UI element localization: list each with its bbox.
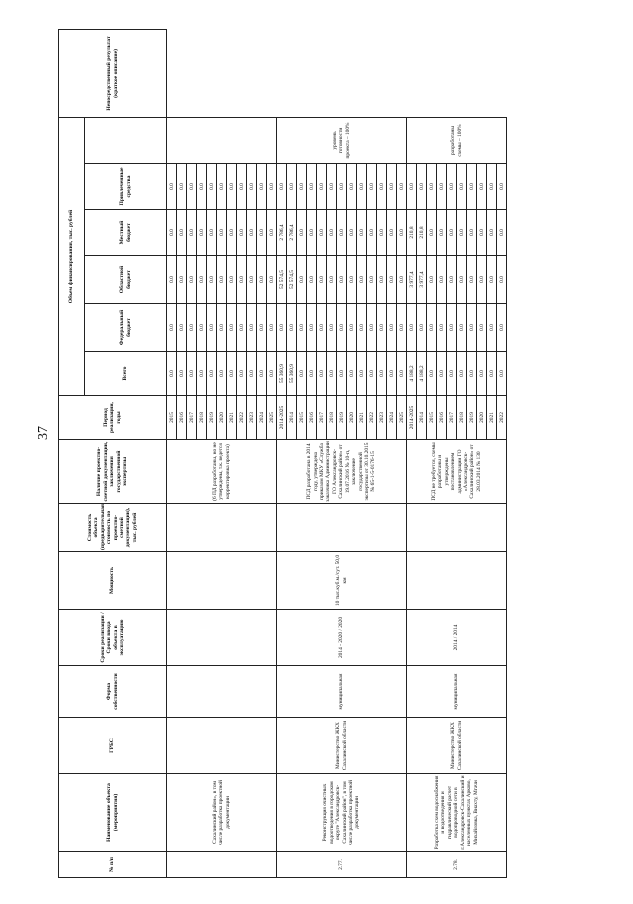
cell-total: 0.0 — [227, 352, 237, 396]
cell-regional: 0.0 — [477, 256, 487, 304]
cell-total: 0.0 — [357, 352, 367, 396]
header-attracted: Привлеченные средства — [85, 164, 167, 210]
cell-result — [167, 117, 277, 163]
cell-federal: 0.0 — [447, 304, 457, 352]
cell-federal: 0.0 — [357, 304, 367, 352]
cell-period: 2020 — [347, 396, 357, 440]
cell-total: 0.0 — [237, 352, 247, 396]
cell-local: 0.0 — [177, 210, 187, 256]
cell-total: 0.0 — [467, 352, 477, 396]
header-funding: Объем финансирования, тыс. рублей — [59, 117, 85, 395]
cell-federal: 0.0 — [307, 304, 317, 352]
cell-period: 2025 — [397, 396, 407, 440]
cell-attracted: 0.0 — [347, 164, 357, 210]
cell-total: 0.0 — [207, 352, 217, 396]
cell-period: 2019 — [337, 396, 347, 440]
cell-regional: 0.0 — [247, 256, 257, 304]
program-table — [58, 29, 507, 878]
cell-total: 0.0 — [267, 352, 277, 396]
cell-name: Разработка схем водоснабжения и водоотведения и гидравлический расчет водопроводной сети в г.Александровск-Сахалинский и населенных пунктах Арково, Михайловка, Виахту, Мгачи — [407, 774, 507, 852]
cell-total: 0.0 — [247, 352, 257, 396]
cell-federal: 0.0 — [207, 304, 217, 352]
cell-federal: 0.0 — [337, 304, 347, 352]
cell-attracted: 0.0 — [337, 164, 347, 210]
cell-regional: 52 574,5 — [287, 256, 297, 304]
header-name: Наименование объекта (мероприятия) — [59, 774, 167, 852]
header-regional: Областной бюджет — [85, 256, 167, 304]
cell-regional: 0.0 — [467, 256, 477, 304]
table-row — [407, 29, 417, 877]
cell-regional: 0.0 — [217, 256, 227, 304]
cell-regional: 0.0 — [177, 256, 187, 304]
cell-local: 0.0 — [337, 210, 347, 256]
cell-attracted: 0.0 — [247, 164, 257, 210]
cell-federal: 0.0 — [487, 304, 497, 352]
cell-local: 0.0 — [437, 210, 447, 256]
cell-attracted: 0.0 — [447, 164, 457, 210]
cell-local: 0.0 — [347, 210, 357, 256]
header-federal: Федеральный бюджет — [85, 304, 167, 352]
cell-federal: 0.0 — [197, 304, 207, 352]
rotated-page — [58, 30, 603, 878]
header-num: № п/п — [59, 852, 167, 878]
cell-total: 0.0 — [447, 352, 457, 396]
cell-local: 0.0 — [377, 210, 387, 256]
cell-federal: 0.0 — [317, 304, 327, 352]
cell-federal: 0.0 — [267, 304, 277, 352]
cell-attracted: 0.0 — [227, 164, 237, 210]
cell-period: 2025 — [267, 396, 277, 440]
cell-attracted: 0.0 — [377, 164, 387, 210]
cell-regional: 0.0 — [237, 256, 247, 304]
cell-regional: 0.0 — [207, 256, 217, 304]
cell-period: 2020 — [217, 396, 227, 440]
cell-local: 0.0 — [467, 210, 477, 256]
cell-local: 0.0 — [237, 210, 247, 256]
cell-local: 0.0 — [477, 210, 487, 256]
cell-total: 4 188,2 — [417, 352, 427, 396]
cell-total: 0.0 — [337, 352, 347, 396]
cell-local: 0.0 — [197, 210, 207, 256]
cell-total: 0.0 — [307, 352, 317, 396]
cell-psd: ПСД не требуется, схемы разработаны и утверждены постановлением администрации ГО «Александровск-Сахалинский район» от 28.03.2014 № 130 — [407, 440, 507, 504]
cell-regional: 0.0 — [377, 256, 387, 304]
cell-period: 2022 — [367, 396, 377, 440]
cell-federal: 0.0 — [227, 304, 237, 352]
page-number: 37 — [36, 426, 51, 440]
cell-period: 2017 — [447, 396, 457, 440]
cell-federal: 0.0 — [177, 304, 187, 352]
cell-local: 0.0 — [327, 210, 337, 256]
table-row — [167, 29, 177, 877]
cell-federal: 0.0 — [247, 304, 257, 352]
cell-total: 0.0 — [217, 352, 227, 396]
cell-regional: 0.0 — [497, 256, 507, 304]
cell-federal: 0.0 — [297, 304, 307, 352]
cell-period: 2014 — [287, 396, 297, 440]
cell-capacity: 10 тыс.куб.м./сут. 50,0 км — [277, 552, 407, 610]
cell-period: 2023 — [377, 396, 387, 440]
header-period: Период реализации, годы — [59, 396, 167, 440]
cell-local: 0.0 — [247, 210, 257, 256]
table-row — [277, 29, 287, 877]
cell-local: 0.0 — [267, 210, 277, 256]
cell-total: 0.0 — [257, 352, 267, 396]
cell-num: 2.78. — [407, 852, 507, 878]
cell-federal: 0.0 — [467, 304, 477, 352]
cell-local: 0.0 — [447, 210, 457, 256]
header-local: Местный бюджет — [85, 210, 167, 256]
cell-period: 2018 — [327, 396, 337, 440]
cell-regional: 0.0 — [327, 256, 337, 304]
cell-total: 0.0 — [167, 352, 177, 396]
cell-period: 2015 — [297, 396, 307, 440]
cell-attracted: 0.0 — [357, 164, 367, 210]
cell-period: 2017 — [187, 396, 197, 440]
cell-regional: 0.0 — [487, 256, 497, 304]
cell-period: 2014-2025 — [277, 396, 287, 440]
cell-terms: 2014 / 2014 — [407, 610, 507, 666]
cell-capacity — [167, 552, 277, 610]
cell-regional: 0.0 — [357, 256, 367, 304]
cell-period: 2022 — [237, 396, 247, 440]
cell-local: 0.0 — [167, 210, 177, 256]
cell-regional: 0.0 — [447, 256, 457, 304]
cell-attracted: 0.0 — [387, 164, 397, 210]
cell-attracted: 0.0 — [217, 164, 227, 210]
cell-local: 0.0 — [257, 210, 267, 256]
cell-attracted: 0.0 — [177, 164, 187, 210]
cell-attracted: 0.0 — [257, 164, 267, 210]
cell-period: 2016 — [437, 396, 447, 440]
cell-local: 0.0 — [487, 210, 497, 256]
cell-period: 2023 — [247, 396, 257, 440]
cell-total: 0.0 — [187, 352, 197, 396]
cell-regional: 0.0 — [197, 256, 207, 304]
header-terms: Сроки реализации / Сроки ввода объекта в эксплуатацию — [59, 610, 167, 666]
cell-federal: 0.0 — [387, 304, 397, 352]
cell-federal: 0.0 — [377, 304, 387, 352]
cell-federal: 0.0 — [327, 304, 337, 352]
cell-regional: 0.0 — [267, 256, 277, 304]
cell-local: 0.0 — [307, 210, 317, 256]
header-cost: Стоимость объекта (предварительная стоимость по проектно-сметной документации), тыс. рублей — [59, 504, 167, 552]
cell-federal: 0.0 — [477, 304, 487, 352]
cell-attracted: 0.0 — [297, 164, 307, 210]
cell-psd: (6 ПД разработаны, но не утверждены, т.к. ведется корректировка проекта) — [167, 440, 277, 504]
cell-attracted: 0.0 — [367, 164, 377, 210]
cell-total: 0.0 — [457, 352, 467, 396]
cell-period: 2021 — [227, 396, 237, 440]
cell-attracted: 0.0 — [427, 164, 437, 210]
table-body — [167, 29, 507, 877]
cell-total: 4 188,2 — [407, 352, 417, 396]
cell-name: Реконструкция очистных водоотведения в городском округе "Александровск-Сахалинский район", в том числе разработка проектной документации — [277, 774, 407, 852]
cell-attracted: 0.0 — [457, 164, 467, 210]
cell-total: 0.0 — [197, 352, 207, 396]
cell-ownership — [167, 666, 277, 718]
cell-local: 2 786,4 — [277, 210, 287, 256]
cell-total: 55 360,9 — [287, 352, 297, 396]
cell-federal: 0.0 — [277, 304, 287, 352]
cell-cost — [167, 504, 277, 552]
cell-regional: 0.0 — [457, 256, 467, 304]
cell-regional: 0.0 — [387, 256, 397, 304]
cell-total: 0.0 — [297, 352, 307, 396]
cell-capacity — [407, 552, 507, 610]
cell-total: 0.0 — [477, 352, 487, 396]
cell-attracted: 0.0 — [487, 164, 497, 210]
cell-attracted: 0.0 — [277, 164, 287, 210]
cell-total: 55 360,9 — [277, 352, 287, 396]
cell-federal: 0.0 — [457, 304, 467, 352]
header-ownership: Форма собственности — [59, 666, 167, 718]
cell-regional: 0.0 — [187, 256, 197, 304]
cell-total: 0.0 — [367, 352, 377, 396]
cell-attracted: 0.0 — [207, 164, 217, 210]
cell-regional: 3 977,4 — [407, 256, 417, 304]
cell-attracted: 0.0 — [497, 164, 507, 210]
cell-federal: 0.0 — [287, 304, 297, 352]
cell-period: 2021 — [487, 396, 497, 440]
cell-local: 0.0 — [367, 210, 377, 256]
cell-attracted: 0.0 — [197, 164, 207, 210]
cell-federal: 0.0 — [407, 304, 417, 352]
cell-ownership: муниципальная — [407, 666, 507, 718]
cell-federal: 0.0 — [257, 304, 267, 352]
cell-federal: 0.0 — [397, 304, 407, 352]
cell-regional: 0.0 — [347, 256, 357, 304]
cell-period: 2017 — [317, 396, 327, 440]
cell-total: 0.0 — [427, 352, 437, 396]
cell-terms — [167, 610, 277, 666]
cell-local: 0.0 — [357, 210, 367, 256]
cell-regional: 0.0 — [437, 256, 447, 304]
cell-regional: 0.0 — [227, 256, 237, 304]
cell-regional: 0.0 — [337, 256, 347, 304]
cell-local: 0.0 — [217, 210, 227, 256]
cell-grbs: Министерство ЖКХ Сахалинской области — [277, 718, 407, 774]
cell-attracted: 0.0 — [187, 164, 197, 210]
cell-psd: ПСД разработана в 2014 году, утверждена приказом МКУ «Служба заказчика Администрации ГО Александровск-Сахалинский район» от 19.07.2016 № 10-п, заключение государственной экспертизы от 30.10.2015 № 65-1-5-0176-15 — [277, 440, 407, 504]
cell-federal: 0.0 — [497, 304, 507, 352]
header-psd: Наличие проектно-сметной документации, заключения государственной экспертизы — [59, 440, 167, 504]
cell-period: 2022 — [497, 396, 507, 440]
cell-period: 2020 — [477, 396, 487, 440]
cell-total: 0.0 — [487, 352, 497, 396]
cell-federal: 0.0 — [437, 304, 447, 352]
cell-attracted: 0.0 — [417, 164, 427, 210]
cell-attracted: 0.0 — [287, 164, 297, 210]
cell-period: 2024 — [387, 396, 397, 440]
table-header — [59, 29, 167, 877]
cell-regional: 0.0 — [317, 256, 327, 304]
header-total: Всего — [85, 352, 167, 396]
cell-attracted: 0.0 — [237, 164, 247, 210]
cell-attracted: 0.0 — [477, 164, 487, 210]
cell-local: 210,8 — [407, 210, 417, 256]
cell-period: 2014 — [417, 396, 427, 440]
cell-federal: 0.0 — [427, 304, 437, 352]
cell-total: 0.0 — [397, 352, 407, 396]
cell-period: 2024 — [257, 396, 267, 440]
cell-regional: 3 977,4 — [417, 256, 427, 304]
cell-attracted: 0.0 — [467, 164, 477, 210]
cell-period: 2016 — [177, 396, 187, 440]
header-capacity: Мощность — [59, 552, 167, 610]
cell-regional: 52 574,5 — [277, 256, 287, 304]
cell-regional: 0.0 — [427, 256, 437, 304]
cell-period: 2015 — [427, 396, 437, 440]
cell-num: 2.77. — [277, 852, 407, 878]
cell-attracted: 0.0 — [267, 164, 277, 210]
cell-federal: 0.0 — [417, 304, 427, 352]
cell-attracted: 0.0 — [407, 164, 417, 210]
cell-attracted: 0.0 — [437, 164, 447, 210]
cell-cost — [407, 504, 507, 552]
header-grbs: ГРБС — [59, 718, 167, 774]
cell-regional: 0.0 — [257, 256, 267, 304]
cell-grbs: Министерство ЖКХ Сахалинской области — [407, 718, 507, 774]
cell-terms: 2014 - 2020 / 2020 — [277, 610, 407, 666]
cell-local: 0.0 — [317, 210, 327, 256]
cell-regional: 0.0 — [397, 256, 407, 304]
cell-total: 0.0 — [437, 352, 447, 396]
cell-local: 0.0 — [187, 210, 197, 256]
cell-total: 0.0 — [327, 352, 337, 396]
cell-attracted: 0.0 — [307, 164, 317, 210]
cell-federal: 0.0 — [217, 304, 227, 352]
cell-local: 0.0 — [427, 210, 437, 256]
cell-result: уровень готовности проекта – 100% — [277, 117, 407, 163]
cell-total: 0.0 — [497, 352, 507, 396]
cell-cost — [277, 504, 407, 552]
cell-period: 2019 — [207, 396, 217, 440]
cell-local: 0.0 — [227, 210, 237, 256]
cell-local: 210,8 — [417, 210, 427, 256]
cell-total: 0.0 — [347, 352, 357, 396]
cell-period: 2018 — [197, 396, 207, 440]
cell-attracted: 0.0 — [167, 164, 177, 210]
cell-regional: 0.0 — [367, 256, 377, 304]
cell-total: 0.0 — [317, 352, 327, 396]
header-result: Непосредственный результат (краткое описание) — [59, 29, 167, 117]
cell-federal: 0.0 — [187, 304, 197, 352]
cell-period: 2016 — [307, 396, 317, 440]
cell-total: 0.0 — [387, 352, 397, 396]
cell-federal: 0.0 — [367, 304, 377, 352]
cell-attracted: 0.0 — [397, 164, 407, 210]
cell-attracted: 0.0 — [317, 164, 327, 210]
cell-period: 2018 — [457, 396, 467, 440]
cell-attracted: 0.0 — [327, 164, 337, 210]
cell-ownership: муниципальная — [277, 666, 407, 718]
cell-federal: 0.0 — [237, 304, 247, 352]
cell-period: 2021 — [357, 396, 367, 440]
cell-local: 0.0 — [457, 210, 467, 256]
cell-local: 0.0 — [497, 210, 507, 256]
cell-period: 2014-2025 — [407, 396, 417, 440]
cell-num — [167, 852, 277, 878]
cell-total: 0.0 — [177, 352, 187, 396]
cell-local: 2 786,4 — [287, 210, 297, 256]
cell-local: 0.0 — [387, 210, 397, 256]
cell-regional: 0.0 — [297, 256, 307, 304]
cell-grbs — [167, 718, 277, 774]
cell-period: 2015 — [167, 396, 177, 440]
cell-name: Сахалинский район», в том числе разработка проектной документации — [167, 774, 277, 852]
cell-local: 0.0 — [397, 210, 407, 256]
cell-local: 0.0 — [297, 210, 307, 256]
cell-period: 2019 — [467, 396, 477, 440]
cell-total: 0.0 — [377, 352, 387, 396]
cell-federal: 0.0 — [347, 304, 357, 352]
cell-local: 0.0 — [207, 210, 217, 256]
cell-result: разработаны схемы – 100% — [407, 117, 507, 163]
cell-regional: 0.0 — [307, 256, 317, 304]
cell-federal: 0.0 — [167, 304, 177, 352]
cell-regional: 0.0 — [167, 256, 177, 304]
